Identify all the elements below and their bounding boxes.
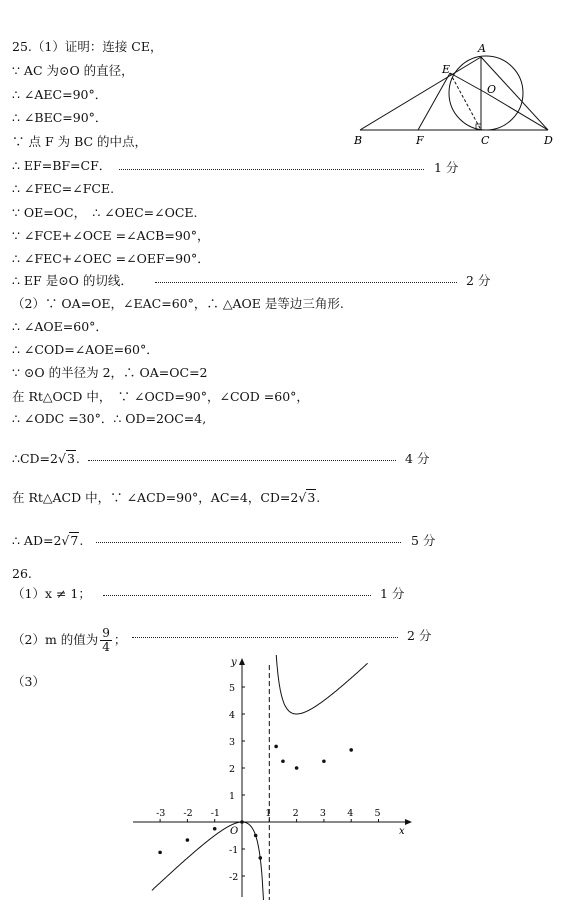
x-axis-label: x bbox=[399, 826, 405, 837]
q25-proof-line: ∵ ⊙O 的半径为 2，∴ OA=OC=2 bbox=[12, 365, 208, 380]
function-graph bbox=[125, 655, 415, 900]
q25-proof-line: ∴ EF=BF=CF． bbox=[12, 158, 112, 173]
x-tick-label: 5 bbox=[374, 808, 381, 819]
plotted-point bbox=[322, 759, 326, 763]
y-tick-label: -1 bbox=[229, 845, 239, 856]
q25-proof-line: ∴ ∠FEC=∠FCE. bbox=[12, 181, 115, 196]
q25-proof-line: ∴ EF 是⊙O 的切线． bbox=[12, 273, 133, 288]
x-tick-label: 3 bbox=[319, 808, 326, 819]
q26-part2 bbox=[12, 626, 555, 654]
label-f: F bbox=[416, 134, 424, 147]
y-axis-arrow bbox=[239, 658, 245, 665]
label-e: E bbox=[442, 63, 451, 76]
plotted-point bbox=[213, 827, 217, 831]
rt-suffix: . bbox=[316, 490, 321, 505]
dot-leader bbox=[103, 595, 371, 596]
score-1: 1 分 bbox=[434, 160, 459, 175]
q25-proof-line: ∴ ∠AEC=90°． bbox=[12, 87, 108, 102]
label-d: D bbox=[544, 134, 553, 147]
q25-proof-line: ∴ ∠ODC =30°．∴ OD=2OC=4, bbox=[12, 411, 207, 426]
x-tick-label: -3 bbox=[156, 808, 166, 819]
q25-proof-line: 在 Rt△OCD 中， ∵ ∠OCD=90°，∠COD =60°， bbox=[12, 389, 309, 404]
dot-leader bbox=[155, 282, 457, 283]
q26-part3: （3） bbox=[12, 674, 45, 689]
plotted-point bbox=[258, 856, 262, 860]
y-axis-label: y bbox=[231, 657, 237, 668]
line-ba bbox=[360, 57, 481, 130]
y-tick-label: 4 bbox=[229, 710, 236, 721]
label-b: B bbox=[354, 134, 363, 147]
x-tick-label: 1 bbox=[265, 808, 272, 819]
y-tick-label: 3 bbox=[229, 737, 236, 748]
q26-part2-suffix: ； bbox=[113, 632, 127, 647]
x-tick-label: -1 bbox=[210, 808, 220, 819]
dot-leader bbox=[132, 637, 398, 638]
label-o: O bbox=[487, 83, 497, 96]
x-tick-label: -2 bbox=[183, 808, 193, 819]
x-axis-arrow bbox=[405, 819, 412, 825]
plotted-point bbox=[240, 820, 244, 824]
q26-part2-prefix: （2）m 的值为 bbox=[12, 632, 99, 647]
plotted-point bbox=[254, 834, 258, 838]
ad-suffix: . bbox=[79, 533, 84, 548]
line-od bbox=[486, 93, 548, 130]
label-c: C bbox=[481, 134, 490, 147]
geometry-figure bbox=[350, 40, 565, 150]
fraction-9-4: $\frac{9}{4}$ bbox=[102, 626, 110, 654]
q25-proof-line: （2）∵ OA=OE，∠EAC=60°，∴ △AOE 是等边三角形. bbox=[12, 296, 344, 311]
q25-proof-line: ∴ ∠COD=∠AOE=60°． bbox=[12, 342, 159, 357]
plotted-point bbox=[349, 748, 353, 752]
q25-proof-line: ∵ 点 F 为 BC 的中点， bbox=[12, 134, 148, 149]
cd-suffix: . bbox=[75, 451, 80, 466]
q25-proof-line: ∴ ∠FEC+∠OEC =∠OEF=90°． bbox=[12, 251, 210, 266]
q25-proof-line: ∴ ∠BEC=90°． bbox=[12, 110, 108, 125]
plotted-point bbox=[158, 851, 162, 855]
q25-proof-line: ∵ OE=OC， ∴ ∠OEC=∠OCE. bbox=[12, 205, 198, 220]
cd-prefix: ∴CD=2 bbox=[12, 451, 58, 466]
q25-proof-line: ∵ ∠FCE+∠OCE =∠ACB=90°， bbox=[12, 228, 210, 243]
rt-prefix: 在 Rt△ACD 中，∵ ∠ACD=90°，AC=4，CD=2 bbox=[12, 490, 299, 505]
label-a: A bbox=[478, 42, 486, 55]
y-tick-label: 5 bbox=[229, 683, 236, 694]
line-fe bbox=[418, 73, 450, 130]
y-tick-label: 2 bbox=[229, 764, 236, 775]
sqrt-3: √3 bbox=[57, 451, 75, 466]
y-tick-label: 1 bbox=[229, 791, 236, 802]
sqrt-7: √7 bbox=[61, 533, 79, 548]
q25-proof-line: ∴ ∠AOE=60°． bbox=[12, 319, 108, 334]
q26-header: 26. bbox=[12, 566, 32, 581]
q26-score-1: 1 分 bbox=[380, 586, 405, 601]
curve-left-branch bbox=[152, 822, 264, 900]
x-tick-label: 4 bbox=[347, 808, 354, 819]
ad-prefix: ∴ AD=2 bbox=[12, 533, 62, 548]
score-4: 4 分 bbox=[405, 451, 430, 466]
x-tick-label: 2 bbox=[292, 808, 299, 819]
q25-header: 25.（1）证明：连接 CE， bbox=[12, 39, 163, 54]
rt-acd-line bbox=[12, 490, 555, 506]
origin-label: O bbox=[230, 826, 239, 837]
dot-leader bbox=[88, 460, 396, 461]
q25-proof-line: ∵ AC 为⊙O 的直径， bbox=[12, 63, 134, 78]
score-5: 5 分 bbox=[411, 533, 436, 548]
plotted-point bbox=[281, 759, 285, 763]
ad-line bbox=[12, 533, 555, 549]
y-tick-label: -2 bbox=[229, 872, 239, 883]
dot-leader bbox=[96, 542, 401, 543]
plotted-point bbox=[186, 838, 190, 842]
plotted-point bbox=[295, 766, 299, 770]
sqrt-3: √3 bbox=[298, 490, 316, 505]
plotted-point bbox=[274, 745, 278, 749]
curve-right-branch bbox=[275, 655, 367, 714]
q26-part1: （1）x ≠ 1； bbox=[12, 586, 91, 601]
cd-line bbox=[12, 451, 555, 467]
score-2: 2 分 bbox=[466, 273, 491, 288]
dot-leader bbox=[119, 169, 424, 170]
q26-score-2: 2 分 bbox=[407, 628, 432, 643]
